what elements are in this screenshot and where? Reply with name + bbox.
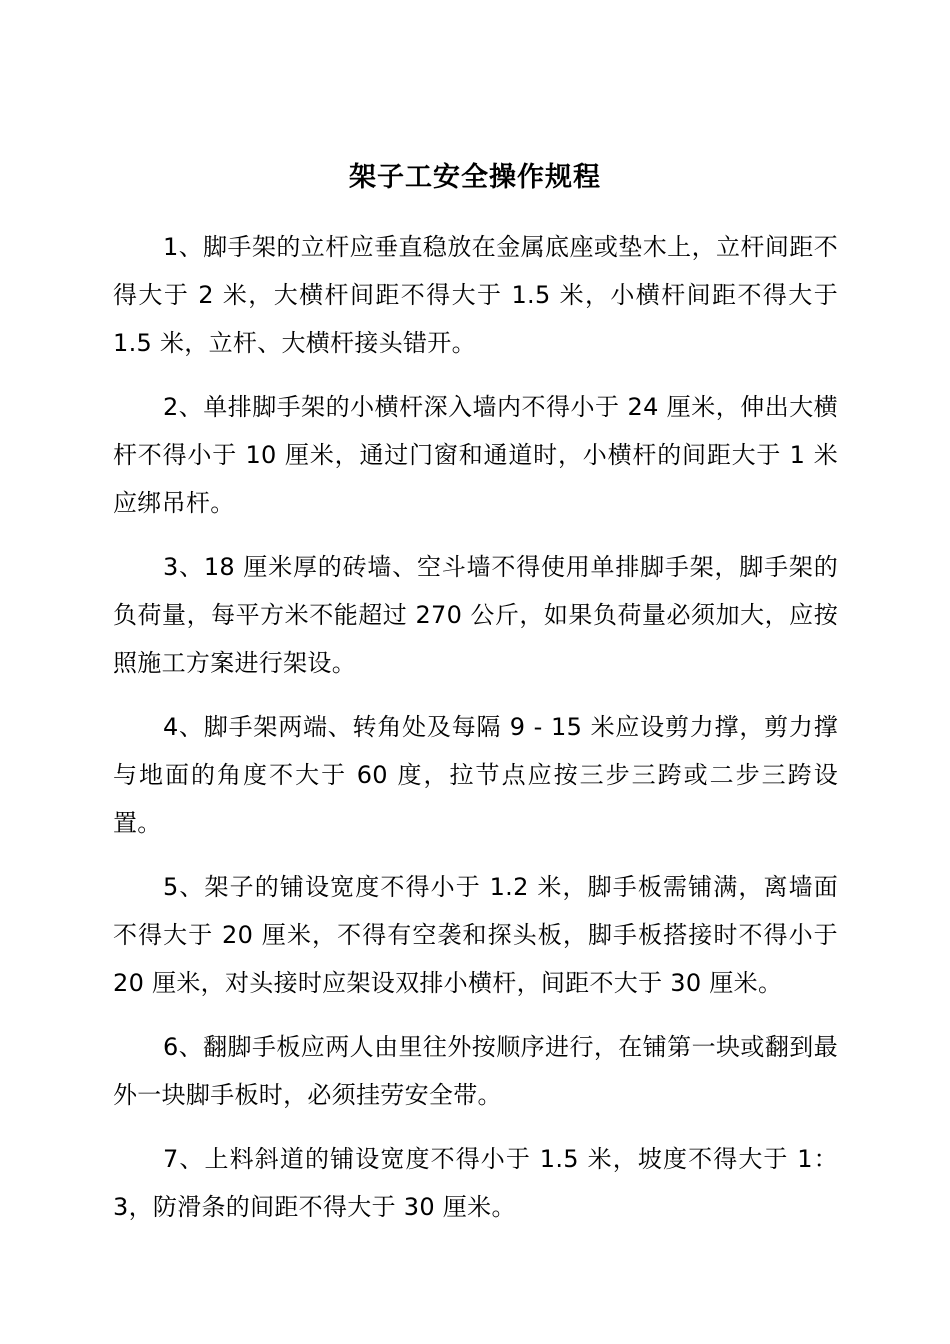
rule-paragraph-4: 4、脚手架两端、转角处及每隔 9 - 15 米应设剪力撑，剪力撑与地面的角度不大于 60 度，拉节点应按三步三跨或二步三跨设置。: [113, 713, 838, 837]
rule-paragraph-6: 6、翻脚手板应两人由里往外按顺序进行，在铺第一块或翻到最外一块脚手板时，必须挂劳安全带。: [113, 1033, 838, 1109]
rule-paragraph-7: 7、上料斜道的铺设宽度不得小于 1.5 米，坡度不得大于 1：3，防滑条的间距不得大于 30 厘米。: [113, 1145, 838, 1221]
rule-paragraph-5: 5、架子的铺设宽度不得小于 1.2 米，脚手板需铺满，离墙面不得大于 20 厘米，不得有空袭和探头板，脚手板搭接时不得小于 20 厘米，对头接时应架设双排小横杆，间距不大于 30 厘米。: [113, 873, 838, 997]
rule-paragraph-3: 3、18 厘米厚的砖墙、空斗墙不得使用单排脚手架，脚手架的负荷量，每平方米不能超过 270 公斤，如果负荷量必须加大，应按照施工方案进行架设。: [113, 553, 838, 677]
document-title: 架子工安全操作规程: [349, 162, 601, 193]
rule-paragraph-1: 1、脚手架的立杆应垂直稳放在金属底座或垫木上，立杆间距不得大于 2 米，大横杆间距不得大于 1.5 米，小横杆间距不得大于 1.5 米，立杆、大横杆接头错开。: [113, 233, 838, 357]
document-body: [113, 223, 838, 1247]
rule-paragraph-2: 2、单排脚手架的小横杆深入墙内不得小于 24 厘米，伸出大横杆不得小于 10 厘米，通过门窗和通道时，小横杆的间距大于 1 米应绑吊杆。: [113, 393, 838, 517]
